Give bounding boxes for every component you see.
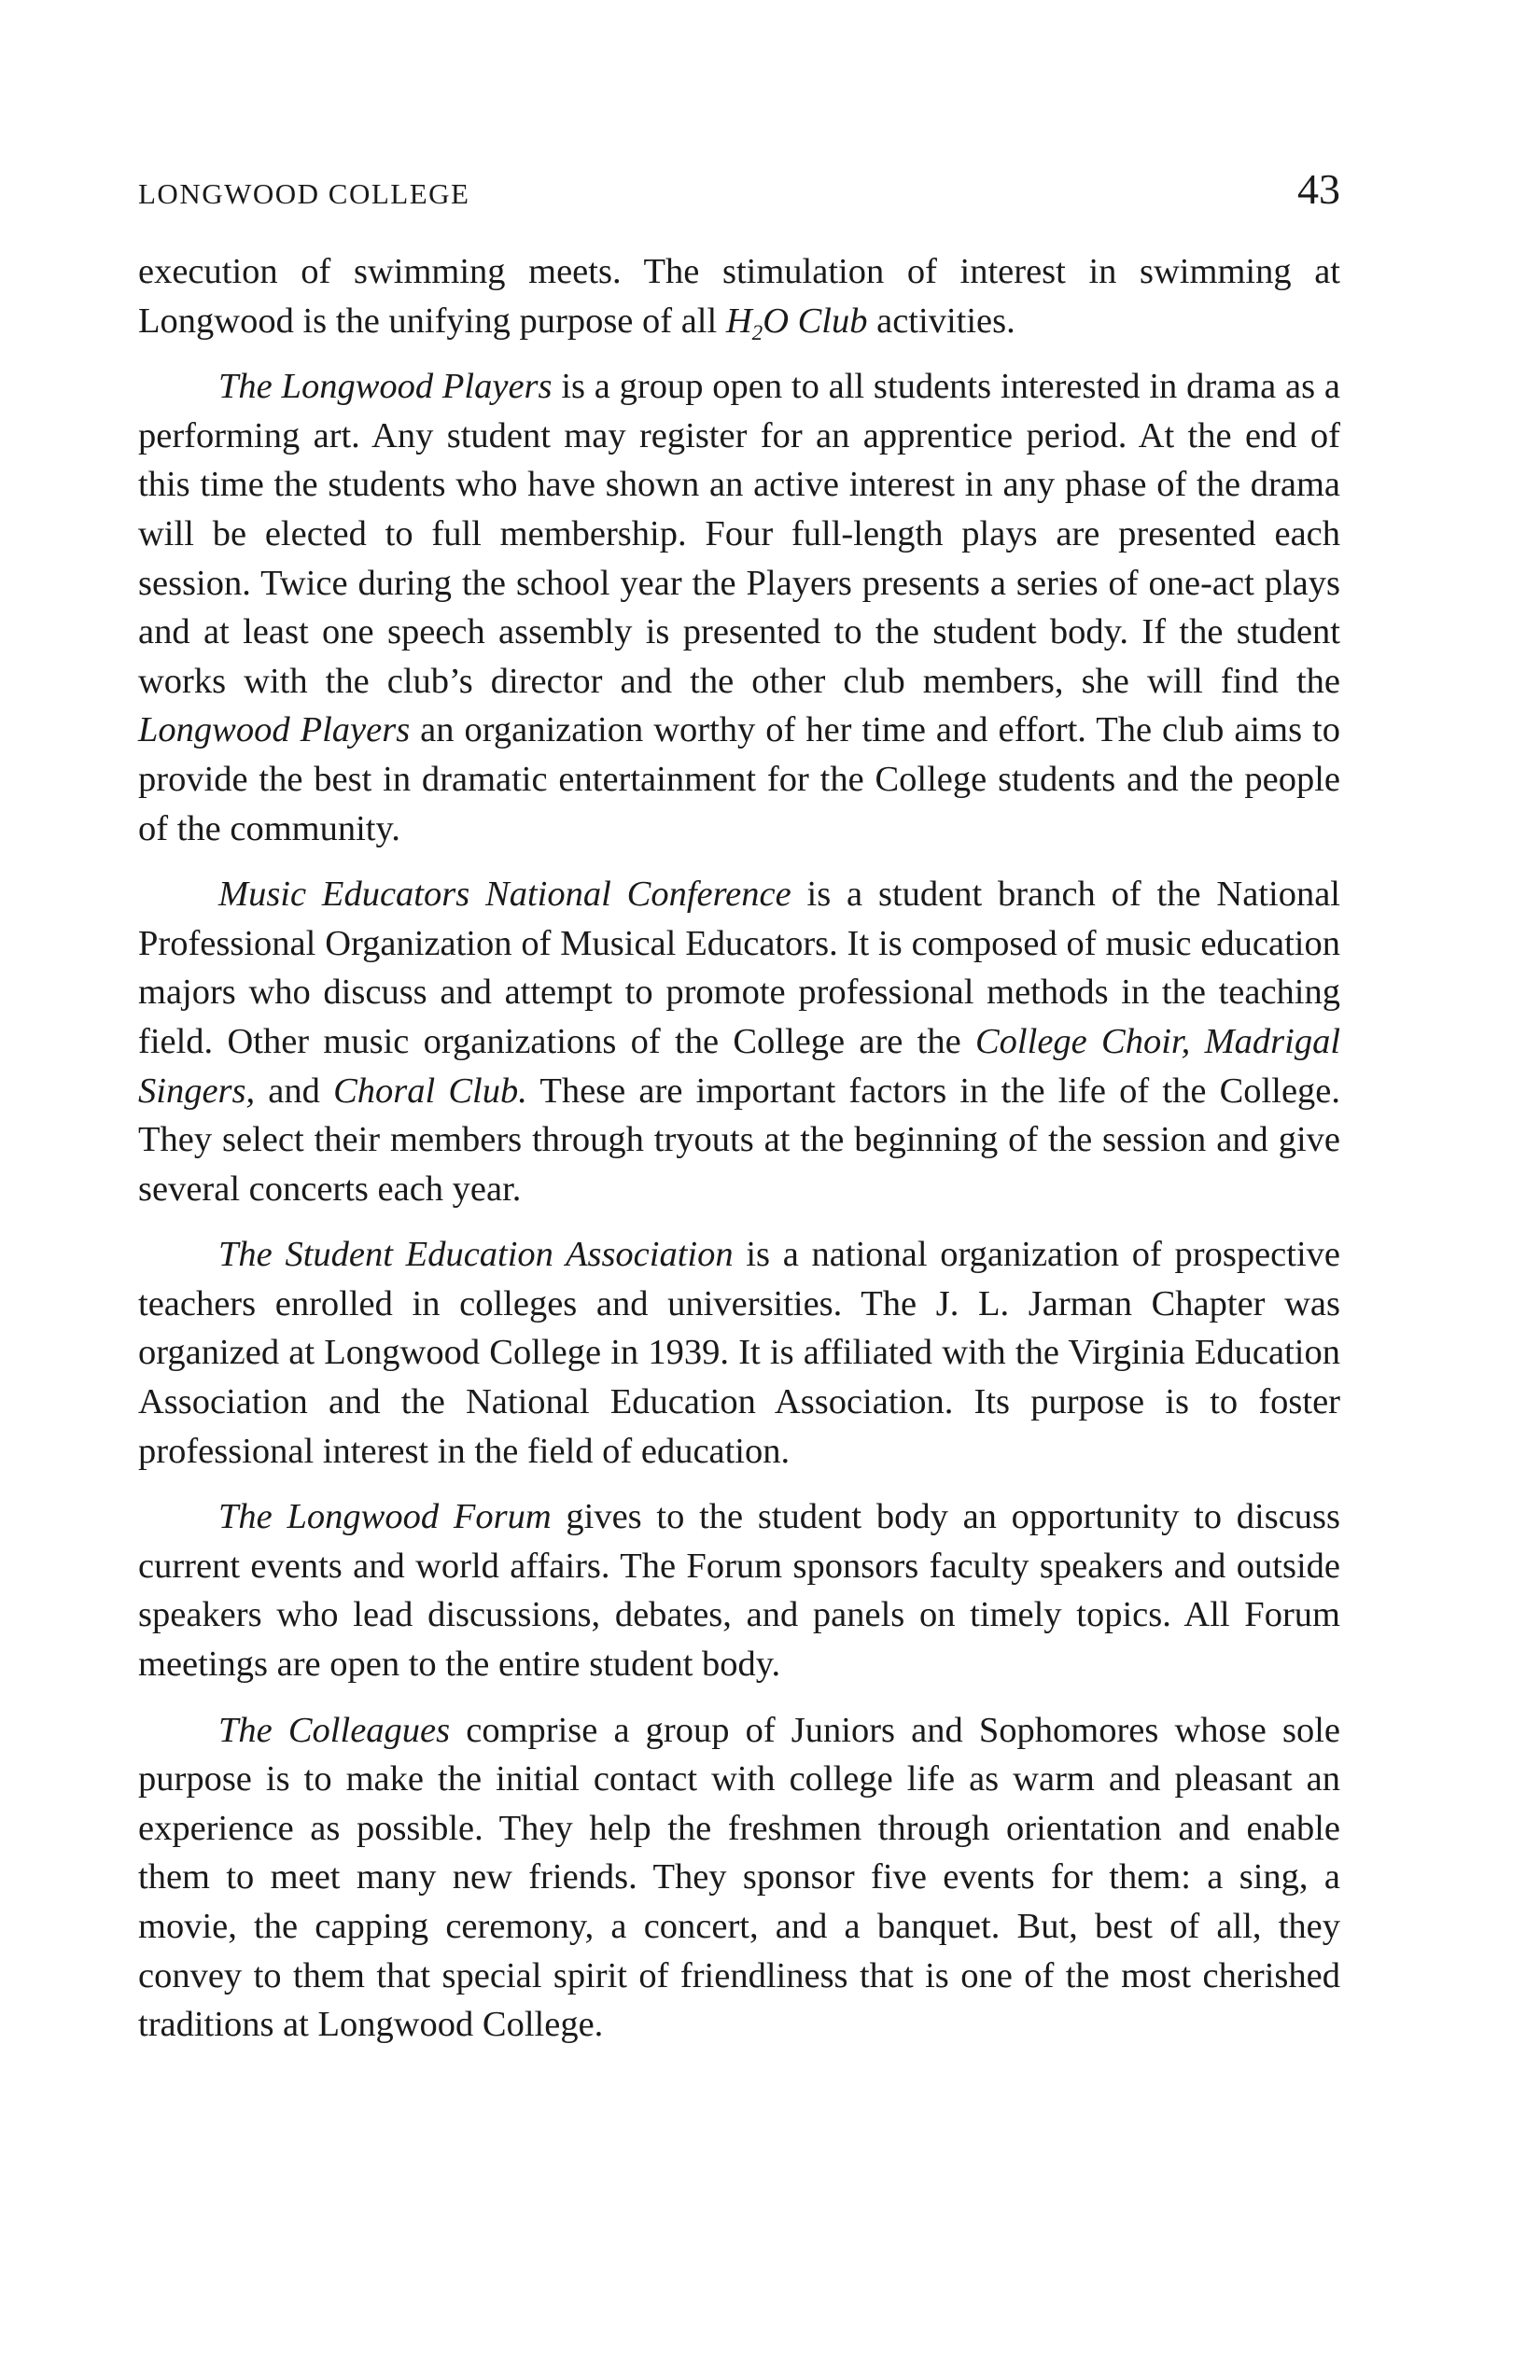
org-name-music-educators: Music Educators National Conference: [218, 875, 791, 915]
paragraph-text: an organization worthy of her time and effort. The club aims to provide the best in dramatic entertainment for the College students and the people of the community.: [138, 710, 1340, 848]
paragraph-text: execution of swimming meets. The stimulation of interest in swimming at Longwood is the unifying purpose of all: [138, 252, 1340, 341]
running-title: LONGWOOD COLLEGE: [138, 177, 470, 210]
paragraph-text: activities.: [867, 301, 1015, 341]
paragraph-text: comprise a group of Juniors and Sophomores whose sole purpose is to make the initial contact with college life as warm and pleasant an experience as possible. They help the freshmen through orientation and enable them to meet many new friends. They sponsor five events for them: a sing, a movie, the capping ceremony, a concert, and a banquet. But, best of all, they convey to them that special spirit of friendliness that is one of the most cherished traditions at Longwood College.: [138, 1710, 1340, 2045]
body-text: [138, 247, 1340, 2066]
paragraph-colleagues: [138, 1706, 1340, 2050]
h2o-club-rest: O Club: [763, 301, 868, 341]
org-name-student-education: The Student Education Association: [218, 1235, 734, 1275]
org-name-longwood-players: The Longwood Players: [218, 367, 553, 407]
paragraph-text: is a student branch of the National Professional Organization of Musical Educators. It is composed of music education majors who discuss and attempt to promote professional methods in the teaching field. Other music organizations of the College are the: [138, 875, 1340, 1061]
org-name-madrigal-singers: Madrigal Singers,: [138, 1021, 1341, 1111]
org-name-college-choir: College Choir,: [975, 1021, 1191, 1061]
org-name-choral-club: Choral Club.: [333, 1071, 527, 1111]
paragraph-longwood-forum: [138, 1492, 1340, 1688]
paragraph-text: These are important factors in the life of the College. They select their members through tryouts at the beginning of the session and give several concerts each year.: [138, 1071, 1340, 1209]
org-name-longwood-forum: The Longwood Forum: [218, 1497, 552, 1537]
h2o-club-h: H: [725, 301, 752, 341]
paragraph-text: is a national organization of prospective teachers enrolled in colleges and universities. The J. L. Jarman Chapter was organized at Longwood College in 1939. It is affiliated with the Virginia Education Association and the National Education Association. Its purpose is to foster professional interest in the field of education.: [138, 1235, 1341, 1471]
running-head: [138, 164, 1340, 220]
paragraph-text: is a group open to all students interested in drama as a performing art. Any student may register for an apprentice period. At the end of this time the students who have shown an active interest in any phase of the drama will be elected to full membership. Four full-length plays are presented each session. Twice during the school year the Players presents a series of one-act plays and at least one speech assembly is presented to the student body. If the student works with the club’s director and the other club members, she will find the: [138, 367, 1340, 701]
paragraph-text: and: [255, 1071, 334, 1111]
paragraph-longwood-players: [138, 362, 1340, 853]
org-name-colleagues: The Colleagues: [218, 1710, 451, 1750]
h2o-club-name: [725, 301, 868, 344]
paragraph-text: gives to the student body an opportunity to discuss current events and world affairs. The Forum sponsors faculty speakers and outside speakers who lead discussions, debates, and panels on timely topics. All Forum meetings are open to the entire student body.: [138, 1497, 1340, 1685]
paragraph-h2o-club: [138, 247, 1340, 345]
org-name-longwood-players-2: Longwood Players: [138, 710, 411, 750]
page-number: 43: [1297, 165, 1340, 213]
paragraph-student-education: [138, 1230, 1340, 1476]
paragraph-music-educators: [138, 870, 1340, 1213]
h2o-club-subscript: 2: [751, 319, 763, 344]
